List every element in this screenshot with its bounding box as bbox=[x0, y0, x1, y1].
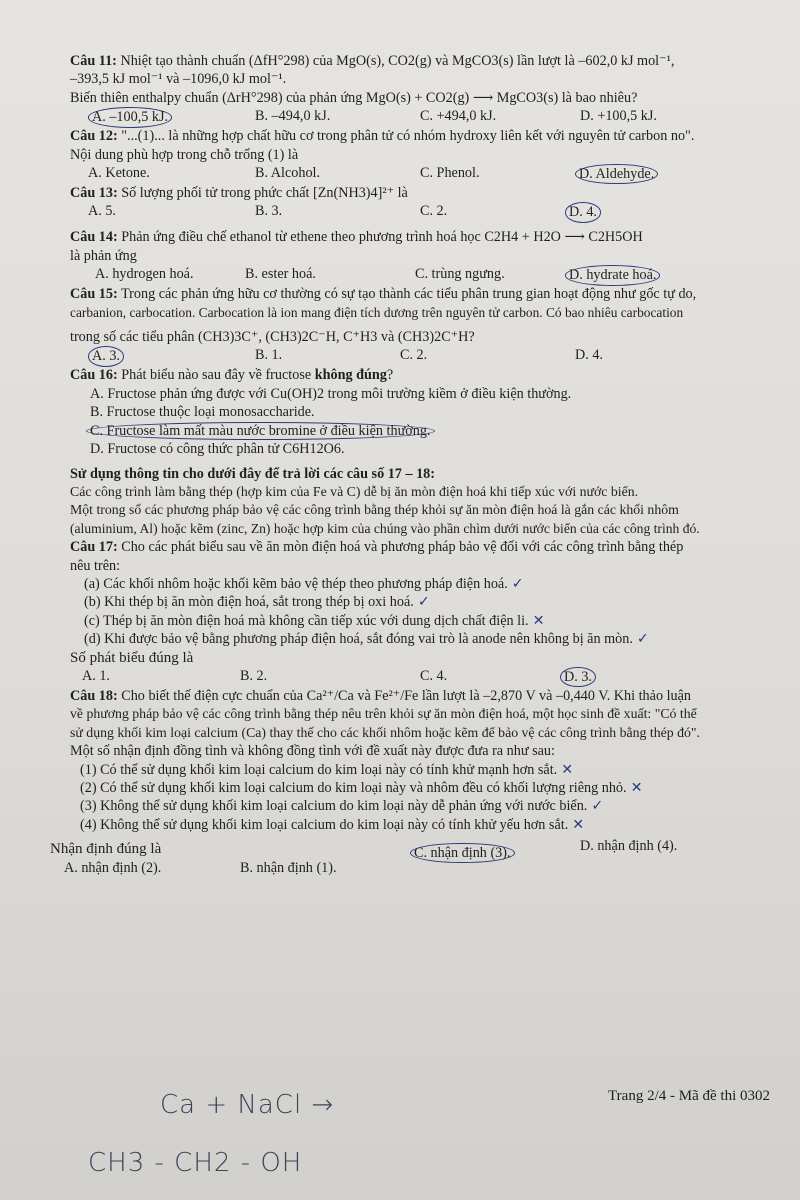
question-text: ? bbox=[386, 367, 394, 384]
question-text: Một số nhận định đồng tình và không đồng tình với đề xuất này được đưa ra như sau: bbox=[70, 743, 555, 760]
question-label: Câu 17: bbox=[70, 539, 118, 556]
question-text: Biến thiên enthalpy chuẩn (ΔrH°298) của phản ứng MgO(s) + CO2(g) ⟶ MgCO3(s) là bao nhiêu? bbox=[70, 89, 638, 106]
option-b[interactable]: B. 3. bbox=[255, 203, 283, 220]
question-text: –393,5 kJ mol⁻¹ và –1096,0 kJ mol⁻¹. bbox=[70, 71, 287, 88]
statement-text: (a) Các khối nhôm hoặc khối kẽm bảo vệ thép theo phương pháp điện hoá. bbox=[84, 575, 508, 592]
option-a[interactable]: A. hydrogen hoá. bbox=[95, 266, 194, 283]
question-text: trong số các tiểu phân (CH3)3C⁺, (CH3)2C⁻H, C⁺H3 và (CH3)2C⁺H? bbox=[70, 329, 475, 346]
option-b[interactable]: B. 1. bbox=[255, 347, 283, 364]
question-ask: Số phát biểu đúng là bbox=[70, 649, 194, 666]
option-d-selected[interactable]: D. 3. bbox=[560, 667, 596, 687]
statement-text: (2) Có thể sử dụng khối kim loại calcium do kim loại này và nhôm đều có khối lượng riêng nhỏ. bbox=[80, 780, 627, 796]
statement-text: (b) Khi thép bị ăn mòn điện hoá, sắt trong thép bị oxi hoá. bbox=[84, 594, 414, 611]
question-label: Câu 13: bbox=[70, 185, 118, 202]
question-label: Câu 12: bbox=[70, 128, 118, 145]
question-text: Nội dung phù hợp trong chỗ trống (1) là bbox=[70, 146, 299, 163]
check-mark-icon: ✓ bbox=[511, 575, 524, 592]
option-b[interactable]: B. ester hoá. bbox=[245, 266, 316, 283]
question-15 bbox=[70, 285, 770, 303]
option-b[interactable]: B. –494,0 kJ. bbox=[255, 108, 331, 125]
statement-a bbox=[70, 575, 770, 593]
statement-c bbox=[70, 612, 770, 630]
option-c-selected[interactable]: C. nhận định (3). bbox=[410, 843, 515, 863]
option-c[interactable]: C. trùng ngưng. bbox=[415, 266, 505, 283]
info-heading: Sử dụng thông tin cho dưới đây để trả lời các câu số 17 – 18: bbox=[70, 465, 436, 482]
option-c[interactable]: C. 2. bbox=[420, 203, 448, 220]
question-13 bbox=[70, 184, 770, 202]
cross-mark-icon: ✕ bbox=[532, 612, 545, 629]
answer-options bbox=[70, 107, 770, 127]
statement-d bbox=[70, 630, 770, 648]
question-text: Phát biểu nào sau đây về fructose bbox=[117, 367, 315, 384]
option-d[interactable]: D. 4. bbox=[575, 347, 603, 364]
info-paragraph: Các công trình làm bằng thép (hợp kim của Fe và C) dễ bị ăn mòn điện hoá khi tiếp xúc với nước biển. bbox=[70, 483, 639, 499]
answer-options bbox=[70, 667, 770, 687]
option-b[interactable]: B. nhận định (1). bbox=[240, 859, 337, 876]
option-c[interactable]: C. Phenol. bbox=[420, 165, 480, 182]
question-text: Nhiệt tạo thành chuẩn (ΔfH°298) của MgO(s), CO2(g) và MgCO3(s) lần lượt là –602,0 kJ mol⁻¹, bbox=[116, 53, 675, 69]
option-b[interactable]: B. Fructose thuộc loại monosaccharide. bbox=[90, 404, 315, 421]
question-text: về phương pháp bảo vệ các công trình bằng thép nêu trên khỏi sự ăn mòn điện hoá, một học sinh đề xuất: "Có thể bbox=[70, 706, 697, 722]
statement-b bbox=[70, 593, 770, 611]
statement-4 bbox=[70, 816, 770, 834]
option-b[interactable]: B. 2. bbox=[240, 667, 268, 684]
handwritten-note: Ca + NaCl → bbox=[160, 1090, 335, 1120]
question-label: Câu 14: bbox=[70, 229, 118, 246]
question-text: Trong các phản ứng hữu cơ thường có sự tạo thành các tiểu phân trung gian hoạt động như gốc tự do, bbox=[117, 286, 697, 303]
statement-text: (3) Không thể sử dụng khối kim loại calcium do kim loại này dễ phản ứng với nước biển. bbox=[80, 798, 588, 815]
info-paragraph: Một trong số các phương pháp bảo vệ các công trình bằng thép khỏi sự ăn mòn điện hoá là gắn các khối nhôm bbox=[70, 502, 679, 518]
option-d[interactable]: D. nhận định (4). bbox=[580, 837, 678, 854]
cross-mark-icon: ✕ bbox=[572, 816, 585, 833]
statement-text: (4) Không thể sử dụng khối kim loại calcium do kim loại này có tính khử yếu hơn sắt. bbox=[80, 816, 569, 833]
question-text: Cho biết thế điện cực chuẩn của Ca²⁺/Ca và Fe²⁺/Fe lần lượt là –2,870 V và –0,440 V. Khi thảo luận bbox=[117, 687, 692, 704]
question-text: là phản ứng bbox=[70, 247, 137, 264]
statement-3 bbox=[70, 797, 770, 815]
question-18 bbox=[70, 687, 770, 705]
option-a[interactable]: A. 1. bbox=[82, 667, 110, 684]
option-c[interactable]: C. +494,0 kJ. bbox=[420, 108, 497, 125]
option-a-selected[interactable]: A. –100,5 kJ. bbox=[88, 107, 172, 127]
page-footer: Trang 2/4 - Mã đề thi 0302 bbox=[608, 1088, 770, 1104]
option-a[interactable]: A. Ketone. bbox=[88, 165, 150, 182]
question-11 bbox=[70, 52, 770, 70]
answer-options bbox=[70, 202, 770, 222]
question-12 bbox=[70, 127, 770, 145]
question-label: Câu 18: bbox=[70, 687, 118, 704]
info-paragraph: (aluminium, Al) hoặc kẽm (zinc, Zn) hoặc hợp kim của chúng vào phần chìm dưới nước biển của các công trình đó. bbox=[70, 520, 700, 536]
question-emphasis: không đúng bbox=[314, 367, 387, 384]
option-d-selected[interactable]: D. Aldehyde. bbox=[575, 164, 658, 184]
answer-options bbox=[70, 265, 770, 285]
option-d[interactable]: D. +100,5 kJ. bbox=[580, 108, 657, 125]
question-text: carbanion, carbocation. Carbocation là ion mang điện tích dương trên nguyên tử carbon. Có bao nhiêu carbocation bbox=[70, 304, 684, 320]
option-c[interactable]: C. 4. bbox=[420, 667, 448, 684]
exam-content bbox=[50, 52, 770, 879]
statement-text: (d) Khi được bảo vệ bằng phương pháp điện hoá, sắt đóng vai trò là anode nên không bị ăn mòn. bbox=[84, 631, 633, 648]
answer-options bbox=[70, 346, 770, 366]
option-c-label: C. Fructose làm mất màu nước bromine ở điều kiện thường. bbox=[86, 422, 435, 440]
handwritten-note: CH3 - CH2 - OH bbox=[88, 1148, 303, 1178]
cross-mark-icon: ✕ bbox=[561, 761, 574, 778]
answer-options bbox=[70, 164, 770, 184]
check-mark-icon: ✓ bbox=[591, 798, 604, 815]
question-text: Số lượng phối tử trong phức chất [Zn(NH3)4]²⁺ là bbox=[117, 185, 408, 202]
statement-text: (1) Có thể sử dụng khối kim loại calcium do kim loại này có tính khử mạnh hơn sắt. bbox=[80, 761, 558, 778]
question-text: nêu trên: bbox=[70, 557, 121, 574]
option-d-selected[interactable]: D. 4. bbox=[565, 202, 601, 222]
cross-mark-icon: ✕ bbox=[630, 780, 643, 796]
statement-1 bbox=[70, 761, 770, 779]
option-d[interactable]: D. Fructose có công thức phân tử C6H12O6. bbox=[90, 441, 345, 458]
question-text: Phản ứng điều chế ethanol từ ethene theo phương trình hoá học C2H4 + H2O ⟶ C2H5OH bbox=[117, 229, 643, 246]
check-mark-icon: ✓ bbox=[417, 594, 430, 611]
option-a[interactable]: A. nhận định (2). bbox=[64, 859, 162, 876]
option-c[interactable]: C. 2. bbox=[400, 347, 428, 364]
statement-text: (c) Thép bị ăn mòn điện hoá mà không cần tiếp xúc với dung dịch chất điện li. bbox=[84, 612, 529, 629]
option-a-selected[interactable]: A. 3. bbox=[88, 346, 124, 366]
option-c-selected[interactable] bbox=[70, 422, 770, 440]
option-a[interactable]: A. Fructose phản ứng được với Cu(OH)2 trong môi trường kiềm ở điều kiện thường. bbox=[90, 385, 572, 402]
question-label: Câu 16: bbox=[70, 367, 118, 384]
option-a[interactable]: A. 5. bbox=[88, 203, 116, 220]
question-label: Câu 11: bbox=[70, 53, 117, 69]
question-16 bbox=[70, 366, 770, 384]
option-b[interactable]: B. Alcohol. bbox=[255, 165, 321, 182]
question-text: Cho các phát biểu sau về ăn mòn điện hoá và phương pháp bảo vệ đối với các công trình bằng thép bbox=[117, 539, 684, 556]
question-label: Câu 15: bbox=[70, 286, 118, 303]
question-14 bbox=[70, 228, 770, 246]
question-ask: Nhận định đúng là bbox=[50, 841, 162, 858]
statement-2 bbox=[70, 779, 770, 797]
option-d-selected[interactable]: D. hydrate hoá. bbox=[565, 265, 660, 285]
question-text: sử dụng khối kim loại calcium (Ca) thay thế cho các khối nhôm hoặc kẽm để bảo vệ các công trình bằng thép đó". bbox=[70, 724, 700, 740]
question-text: "...(1)... là những hợp chất hữu cơ trong phân tử có nhóm hydroxy liên kết với nguyên tử carbon no". bbox=[117, 128, 695, 145]
check-mark-icon: ✓ bbox=[636, 631, 649, 648]
question-17 bbox=[70, 538, 770, 556]
